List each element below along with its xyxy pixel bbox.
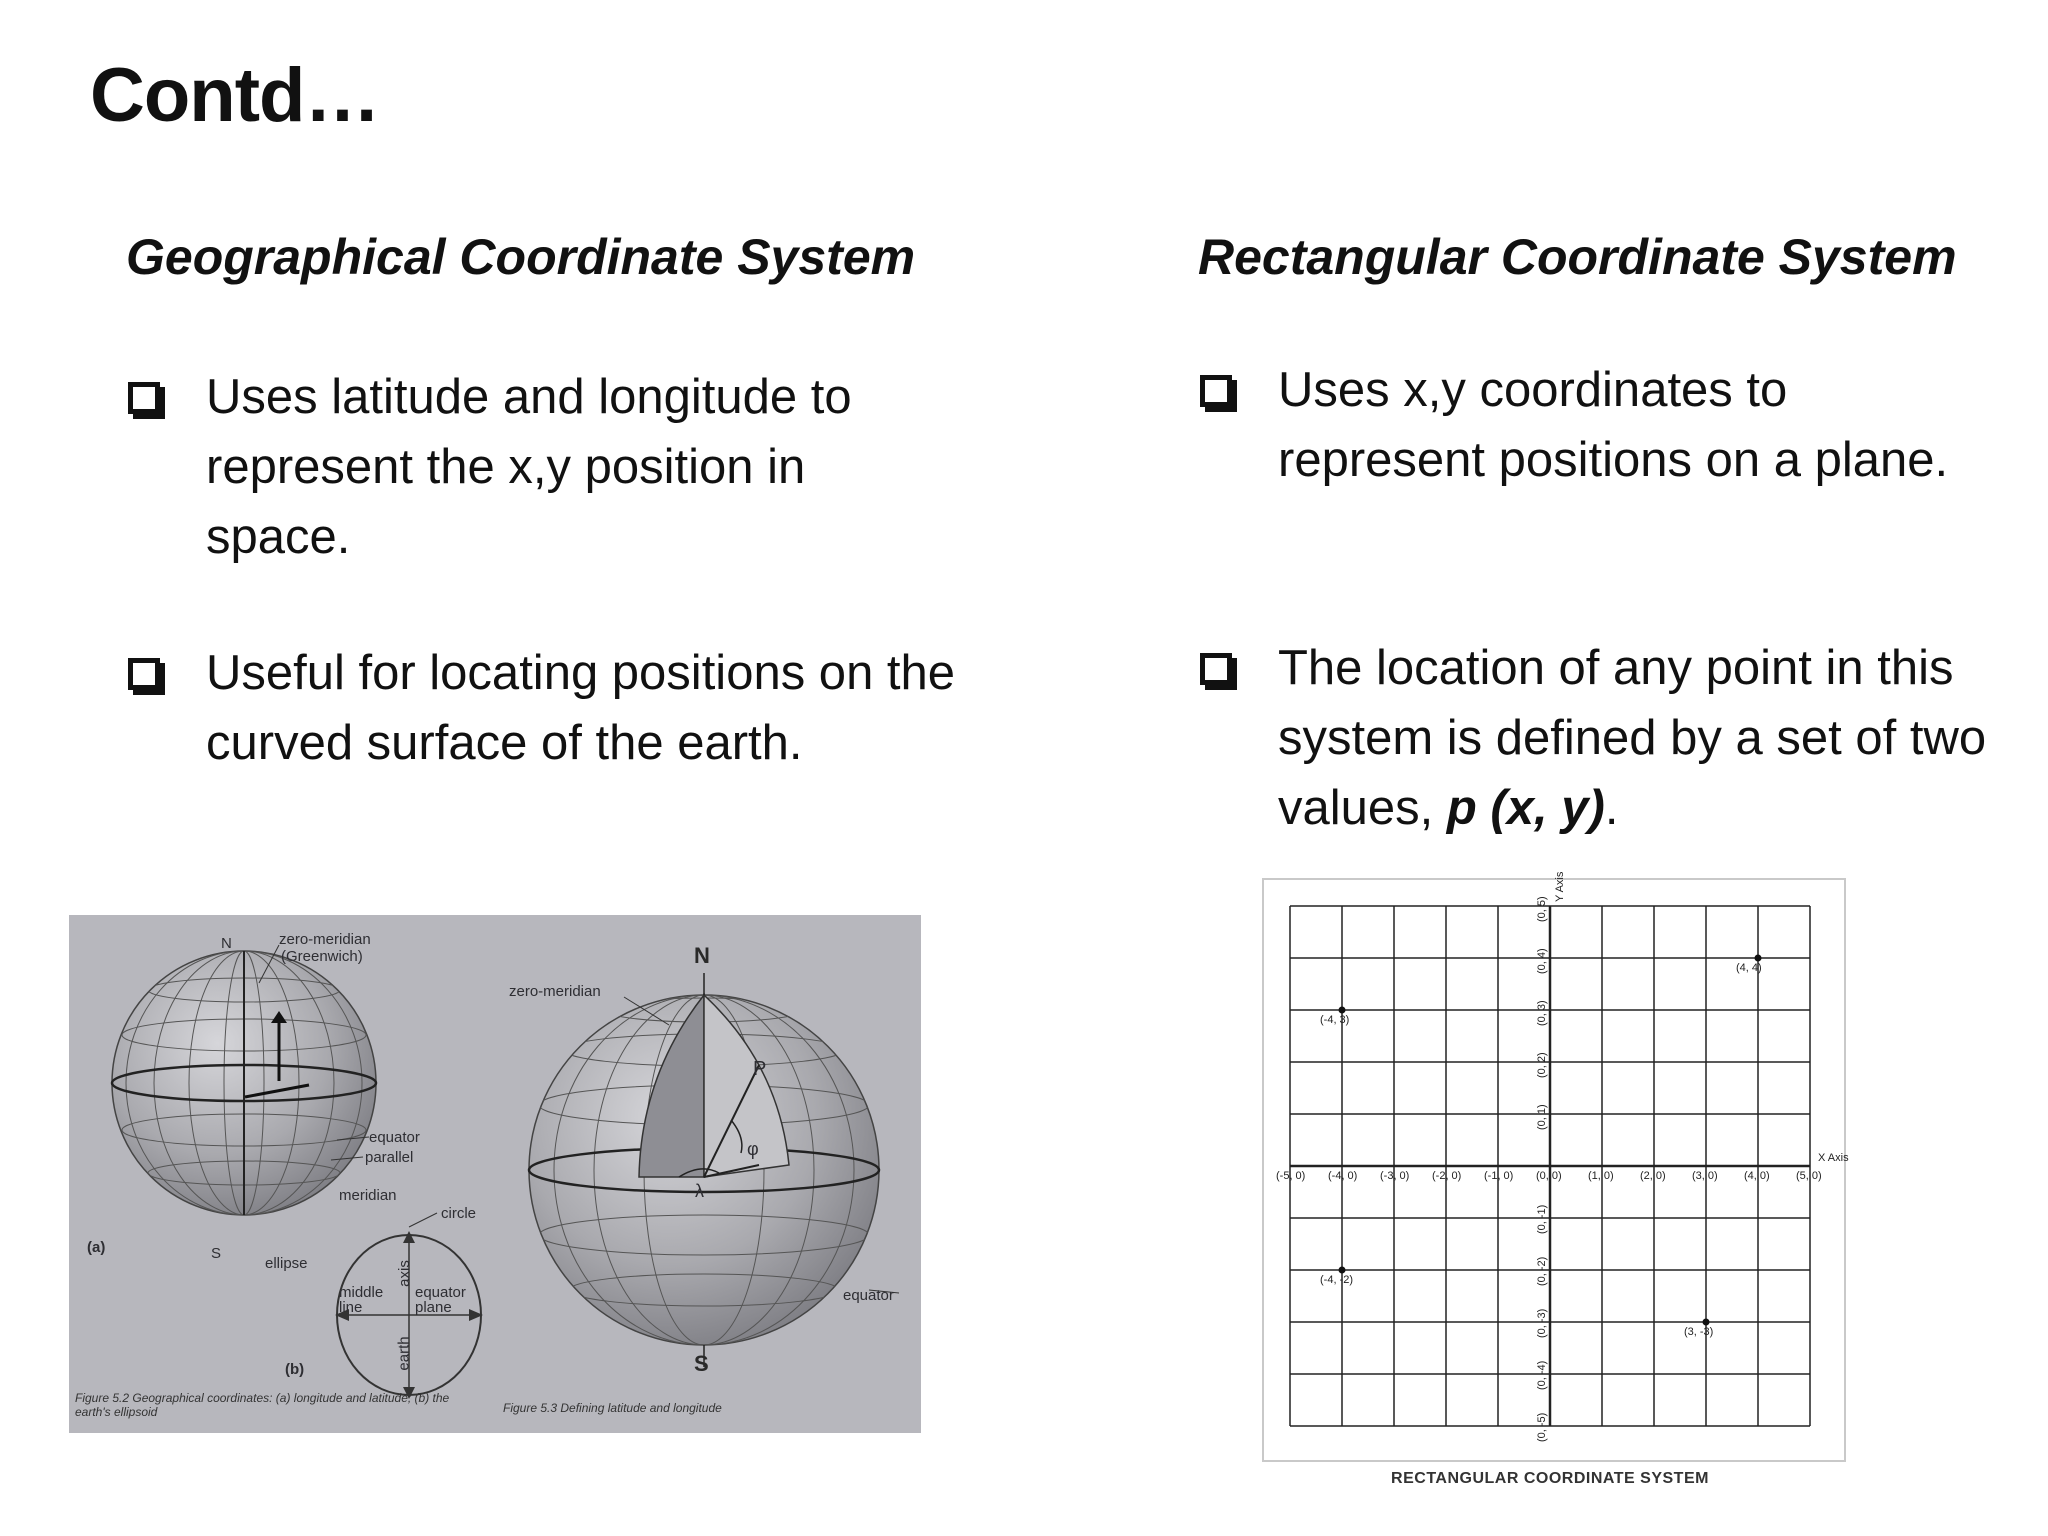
figure-5-2-caption: Figure 5.2 Geographical coordinates: (a) longitude and latitude; (b) the earth's ellipsoid	[75, 1391, 450, 1419]
y-axis-label: Y Axis	[1554, 871, 1566, 902]
ellipse-label: ellipse	[265, 1255, 308, 1272]
middle-line-label: middle line	[339, 1284, 384, 1316]
north-label-a: N	[221, 935, 232, 952]
point-label: (-4, -2)	[1320, 1274, 1353, 1286]
y-tick-label: (0, 3)	[1536, 1000, 1548, 1026]
y-tick-label: (0, -3)	[1536, 1308, 1548, 1338]
x-tick-label: (-1, 0)	[1484, 1170, 1514, 1182]
checkbox-bullet-icon	[128, 382, 160, 414]
greenwich-label: (Greenwich)	[281, 948, 363, 965]
x-tick-label: (1, 0)	[1588, 1170, 1614, 1182]
x-tick-label: (-5, 0)	[1276, 1170, 1306, 1182]
figure-5-3-caption: Figure 5.3 Defining latitude and longitude	[503, 1401, 722, 1415]
checkbox-bullet-icon	[1200, 375, 1232, 407]
x-tick-label: (3, 0)	[1692, 1170, 1718, 1182]
point-notation: p (x, y)	[1446, 781, 1605, 835]
x-tick-label: (4, 0)	[1744, 1170, 1770, 1182]
rectangular-grid-figure	[1262, 871, 1849, 1462]
slide-title: Contd…	[90, 53, 380, 138]
rect-bullet-2-main: The location of any point in this system is defined by a set of two values,	[1278, 641, 1987, 835]
checkbox-bullet-icon	[128, 658, 160, 690]
equator-label-b: equator	[843, 1287, 894, 1304]
point-p-label: P	[753, 1058, 767, 1080]
meridian-label: meridian	[339, 1187, 397, 1204]
y-tick-label: (0, -5)	[1536, 1412, 1548, 1442]
circle-label: circle	[441, 1205, 477, 1222]
rect-bullet-1-text: Uses x,y coordinates to represent positions on a plane.	[1278, 363, 1949, 487]
equator-label-a: equator	[369, 1129, 420, 1146]
x-tick-label: (-3, 0)	[1380, 1170, 1410, 1182]
point-label: (3, -3)	[1684, 1326, 1714, 1338]
north-label-b: N	[694, 943, 710, 968]
rect-bullet-2-text	[1278, 633, 2000, 843]
x-tick-label: (-2, 0)	[1432, 1170, 1462, 1182]
geo-bullet-2	[128, 638, 958, 778]
grid-caption: RECTANGULAR COORDINATE SYSTEM	[1391, 1470, 1709, 1487]
equator-plane-label: equator plane	[415, 1284, 466, 1316]
x-tick-label: (-4, 0)	[1328, 1170, 1358, 1182]
y-tick-label: (0, 1)	[1536, 1104, 1548, 1130]
parallel-label: parallel	[365, 1149, 414, 1166]
plotted-point	[1755, 955, 1762, 962]
point-label: (4, 4)	[1736, 962, 1762, 974]
plotted-point	[1703, 1319, 1710, 1326]
earth-label: earth	[395, 1336, 413, 1371]
lambda-label: λ	[695, 1181, 704, 1201]
geo-bullet-1-text: Uses latitude and longitude to represent the x,y position in space.	[206, 370, 852, 564]
south-label-b: S	[694, 1351, 709, 1376]
zero-meridian-label-a: zero-meridian	[279, 931, 371, 948]
y-tick-label: (0, -2)	[1536, 1256, 1548, 1286]
geographic-globe-figure	[69, 915, 921, 1433]
x-tick-label: (0, 0)	[1536, 1170, 1562, 1182]
rect-bullet-1	[1200, 355, 2000, 495]
geo-bullet-1	[128, 362, 958, 572]
point-label: (-4, 3)	[1320, 1014, 1350, 1026]
x-tick-label: (5, 0)	[1796, 1170, 1822, 1182]
y-tick-label: (0, -4)	[1536, 1360, 1548, 1390]
globe-illustration	[69, 915, 921, 1433]
checkbox-bullet-icon	[1200, 653, 1232, 685]
y-tick-label: (0, 4)	[1536, 948, 1548, 974]
globe-b	[529, 973, 899, 1367]
rectangular-heading: Rectangular Coordinate System	[1198, 229, 1957, 285]
y-tick-label: (0, 2)	[1536, 1052, 1548, 1078]
plotted-point	[1339, 1007, 1346, 1014]
geo-bullet-2-text: Useful for locating positions on the curved surface of the earth.	[206, 646, 956, 770]
zero-meridian-label-b: zero-meridian	[509, 983, 601, 1000]
geographical-heading: Geographical Coordinate System	[126, 229, 916, 285]
plotted-point	[1339, 1267, 1346, 1274]
panel-b-label: (b)	[285, 1361, 305, 1378]
y-tick-label: (0, 5)	[1536, 896, 1548, 922]
phi-label: φ	[747, 1139, 759, 1159]
globe-a	[112, 945, 376, 1215]
y-tick-label: (0, -1)	[1536, 1204, 1548, 1234]
rect-bullet-2	[1200, 633, 2000, 843]
x-axis-label: X Axis	[1818, 1152, 1849, 1164]
x-tick-label: (2, 0)	[1640, 1170, 1666, 1182]
axis-label: axis	[395, 1260, 413, 1287]
rect-bullet-2-end: .	[1604, 781, 1619, 835]
south-label-a: S	[211, 1245, 222, 1262]
panel-a-label: (a)	[87, 1239, 106, 1256]
